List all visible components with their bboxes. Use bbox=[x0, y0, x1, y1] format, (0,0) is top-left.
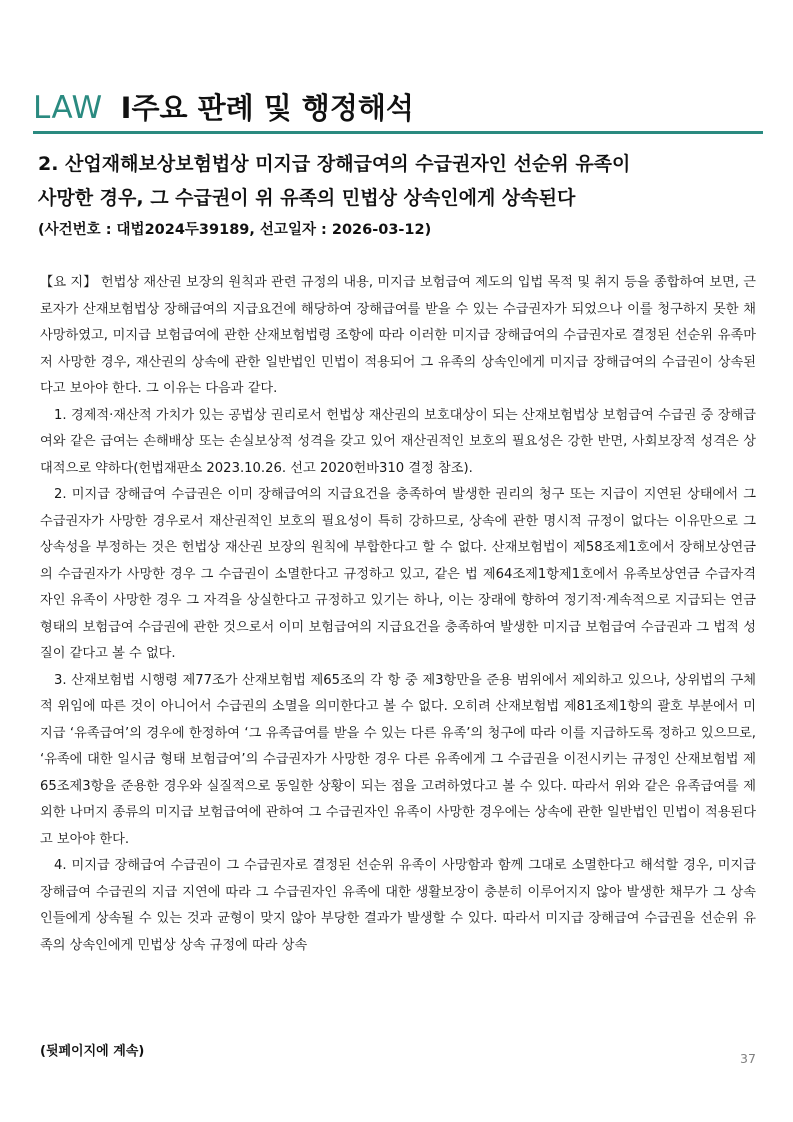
reason-item-3: 3. 산재보험법 시행령 제77조가 산재보험법 제65조의 각 항 중 제3항만을 준용 범위에서 제외하고 있으나, 상위법의 구체적 위임에 따른 것이 아니어서 수급권의 소멸을 의미한다고 볼 수 없다. 오히려 산재보험법 제81조제1항의 괄호 부분에서 미지급 ‘유족급여’의 경우에 한정하여 ‘그 유족급여를 받을 수 있는 다른 유족’의 청구에 따라 이를 지급하도록 정하고 있으므로, ‘유족에 대한 일시금 형태 보험급여’의 수급권자가 사망한 경우 다른 유족에게 그 수급권을 이전시키는 규정인 산재보험법 제65조제3항을 준용한 경우와 실질적으로 동일한 상황이 되는 점을 고려하였다고 볼 수 있다. 따라서 위와 같은 유족급여를 제외한 나머지 종류의 미지급 보험급여에 관하여 그 수급권자인 유족이 사망한 경우에는 상속에 관한 일반법인 민법이 적용된다고 보아야 한다. bbox=[40, 672, 756, 847]
reason-item-4: 4. 미지급 장해급여 수급권이 그 수급권자로 결정된 선순위 유족이 사망함과 함께 그대로 소멸한다고 해석할 경우, 미지급 장해급여 수급권의 지급 지연에 따라 그 수급권자인 유족에 대한 생활보장이 충분히 이루어지지 않아 발생한 채무가 그 상속인들에게 상속될 수 있는 것과 균형이 맞지 않아 부당한 결과가 발생할 수 있다. 따라서 미지급 장해급여 수급권을 선순위 유족의 상속인에게 민법상 상속 규정에 따라 상속 bbox=[40, 858, 756, 953]
case-metadata: (사건번호 : 대법2024두39189, 선고일자 : 2026-03-12) bbox=[38, 222, 432, 238]
reason-item-1: 1. 경제적·재산적 가치가 있는 공법상 권리로서 헌법상 재산권의 보호대상이 되는 산재보험법상 보험급여 수급권 중 장해급여와 같은 급여는 손해배상 또는 손실보상적 성격을 갖고 있어 재산권적인 보호의 필요성은 강한 반면, 사회보장적 성격은 상대적으로 약하다(헌법재판소 2023.10.26. 선고 2020헌바310 결정 참조). bbox=[40, 407, 756, 476]
section-tag: LAW bbox=[33, 90, 103, 126]
header-divider bbox=[33, 131, 763, 134]
section-title: Ⅰ주요 판례 및 행정해석 bbox=[120, 91, 414, 125]
body-text bbox=[40, 270, 756, 959]
page-header bbox=[33, 86, 763, 130]
case-title bbox=[38, 147, 758, 215]
case-title-line-2: 사망한 경우, 그 수급권이 위 유족의 민법상 상속인에게 상속된다 bbox=[38, 187, 576, 209]
page-number: 37 bbox=[740, 1051, 756, 1066]
reason-item-2: 2. 미지급 장해급여 수급권은 이미 장해급여의 지급요건을 충족하여 발생한 권리의 청구 또는 지급이 지연된 상태에서 그 수급권자가 사망한 경우로서 재산권적인 보호의 필요성이 특히 강하므로, 상속에 관한 명시적 규정이 없다는 이유만으로 그 상속성을 부정하는 것은 헌법상 재산권 보장의 원칙에 부합한다고 할 수 없다. 산재보험법이 제58조제1호에서 장해보상연금의 수급권자가 사망한 경우 그 수급권이 소멸한다고 규정하고 있고, 같은 법 제64조제1항제1호에서 유족보상연금 수급자격자인 유족이 사망한 경우 그 자격을 상실한다고 규정하고 있기는 하나, 이는 장래에 향하여 정기적·계속적으로 지급되는 연금 형태의 보험급여 수급권에 관한 것으로서 이미 보험급여의 지급요건을 충족하여 발생한 미지급 보험급여 수급권과 그 법적 성질이 같다고 볼 수 없다. bbox=[40, 487, 756, 661]
summary-paragraph: 【요 지】 헌법상 재산권 보장의 원칙과 관련 규정의 내용, 미지급 보험급여 제도의 입법 목적 및 취지 등을 종합하여 보면, 근로자가 산재보험법상 장해급여의 지급요건에 해당하여 장해급여를 받을 수 있는 수급권자가 되었으나 이를 청구하지 못한 채 사망하였고, 미지급 보험급여에 관한 산재보험법령 조항에 따라 이러한 미지급 장해급여의 수급권자로 결정된 선순위 유족마저 사망한 경우, 재산권의 상속에 관한 일반법인 민법이 적용되어 그 유족의 상속인에게 미지급 장해급여의 수급권이 상속된다고 보아야 한다. 그 이유는 다음과 같다. bbox=[40, 275, 756, 396]
continued-note: (뒷페이지에 계속) bbox=[40, 1044, 145, 1059]
case-title-line-1: 2. 산업재해보상보험법상 미지급 장해급여의 수급권자인 선순위 유족이 bbox=[38, 153, 631, 175]
